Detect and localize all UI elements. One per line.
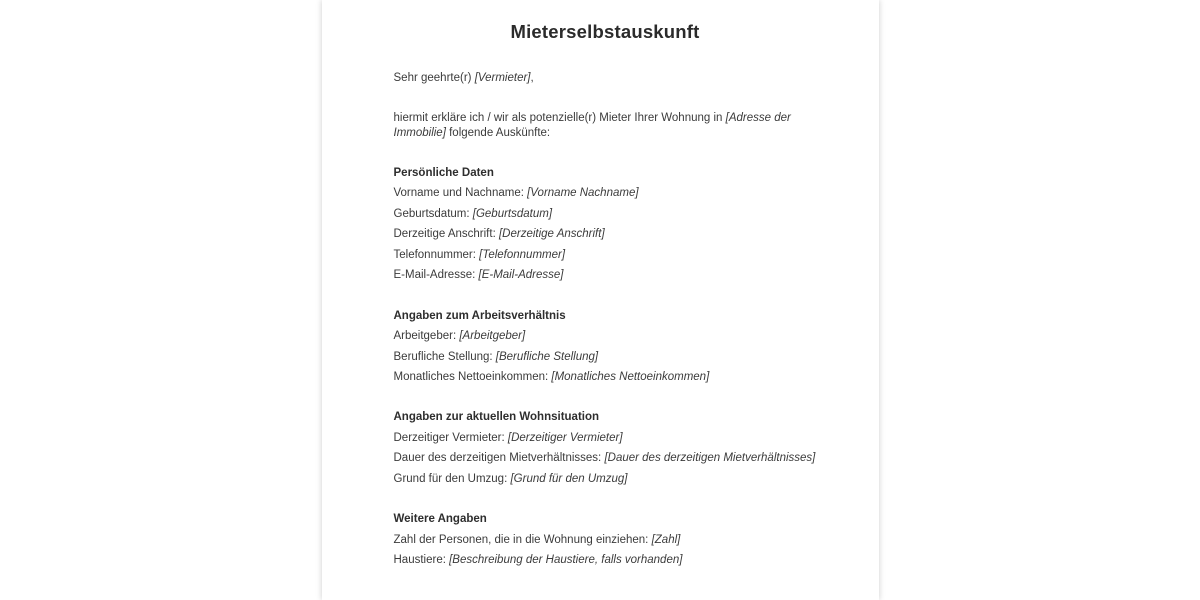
field-label: E-Mail-Adresse:: [393, 269, 479, 282]
field-label: Grund für den Umzug:: [393, 472, 511, 485]
field-label: Geburtsdatum:: [393, 207, 473, 220]
field-placeholder: [Arbeitgeber]: [459, 330, 526, 343]
field-phone: [394, 248, 817, 262]
greeting-text: Sehr geehrte(r): [393, 72, 475, 84]
section-personal-data: [394, 166, 817, 283]
field-tenancy-duration: [394, 451, 817, 465]
field-employer: [394, 329, 817, 343]
greeting-suffix: ,: [530, 72, 534, 84]
field-full-name: [394, 186, 817, 200]
field-moving-reason: [394, 472, 817, 486]
field-label: Zahl der Personen, die in die Wohnung einziehen:: [393, 533, 652, 546]
greeting-line: [394, 71, 817, 85]
field-label: Telefonnummer:: [393, 248, 480, 261]
field-label: Haustiere:: [393, 554, 450, 567]
field-label: Monatliches Nettoeinkommen:: [393, 371, 552, 384]
section-heading: Angaben zum Arbeitsverhältnis: [393, 309, 566, 322]
section-heading: Persönliche Daten: [393, 166, 494, 179]
intro-placeholder: [Adresse der Immobilie]: [393, 112, 791, 139]
field-label: Berufliche Stellung:: [393, 350, 496, 363]
intro-text: hiermit erkläre ich / wir als potenzielle(r) Mieter Ihrer Wohnung in: [393, 112, 726, 125]
intro-suffix: folgende Auskünfte:: [445, 126, 551, 139]
field-email: [394, 268, 817, 282]
field-placeholder: [Beschreibung der Haustiere, falls vorhanden]: [449, 554, 683, 567]
field-placeholder: [Zahl]: [651, 533, 681, 546]
field-placeholder: [Monatliches Nettoeinkommen]: [551, 371, 710, 384]
field-label: Arbeitgeber:: [393, 330, 460, 343]
field-placeholder: [Derzeitiger Vermieter]: [507, 431, 623, 444]
field-placeholder: [E-Mail-Adresse]: [478, 269, 564, 282]
field-label: Derzeitiger Vermieter:: [393, 431, 508, 444]
field-number-of-persons: [394, 533, 817, 547]
field-label: Vorname und Nachname:: [393, 187, 528, 200]
field-placeholder: [Geburtsdatum]: [472, 207, 553, 220]
document-title: Mieterselbstauskunft: [510, 21, 700, 42]
field-placeholder: [Derzeitige Anschrift]: [498, 228, 605, 241]
section-employment: [394, 309, 817, 385]
field-placeholder: [Berufliche Stellung]: [495, 350, 599, 363]
field-label: Dauer des derzeitigen Mietverhältnisses:: [393, 452, 605, 465]
field-label: Derzeitige Anschrift:: [393, 228, 499, 241]
field-net-income: [394, 370, 817, 384]
section-other-details: [394, 512, 817, 567]
section-heading: Weitere Angaben: [393, 513, 487, 526]
field-job-position: [394, 350, 817, 364]
field-placeholder: [Grund für den Umzug]: [510, 472, 628, 485]
field-current-landlord: [394, 431, 817, 445]
field-current-address: [394, 227, 817, 241]
intro-paragraph: [394, 111, 817, 140]
field-placeholder: [Dauer des derzeitigen Mietverhältnisses]: [604, 452, 816, 465]
field-pets: [394, 553, 817, 567]
section-current-housing: [394, 410, 817, 486]
greeting-placeholder: [Vermieter]: [474, 72, 531, 84]
field-placeholder: [Vorname Nachname]: [527, 187, 639, 200]
document-page: [322, 0, 879, 600]
section-heading: Angaben zur aktuellen Wohnsituation: [393, 411, 600, 424]
field-birthdate: [394, 207, 817, 221]
field-placeholder: [Telefonnummer]: [479, 248, 566, 261]
